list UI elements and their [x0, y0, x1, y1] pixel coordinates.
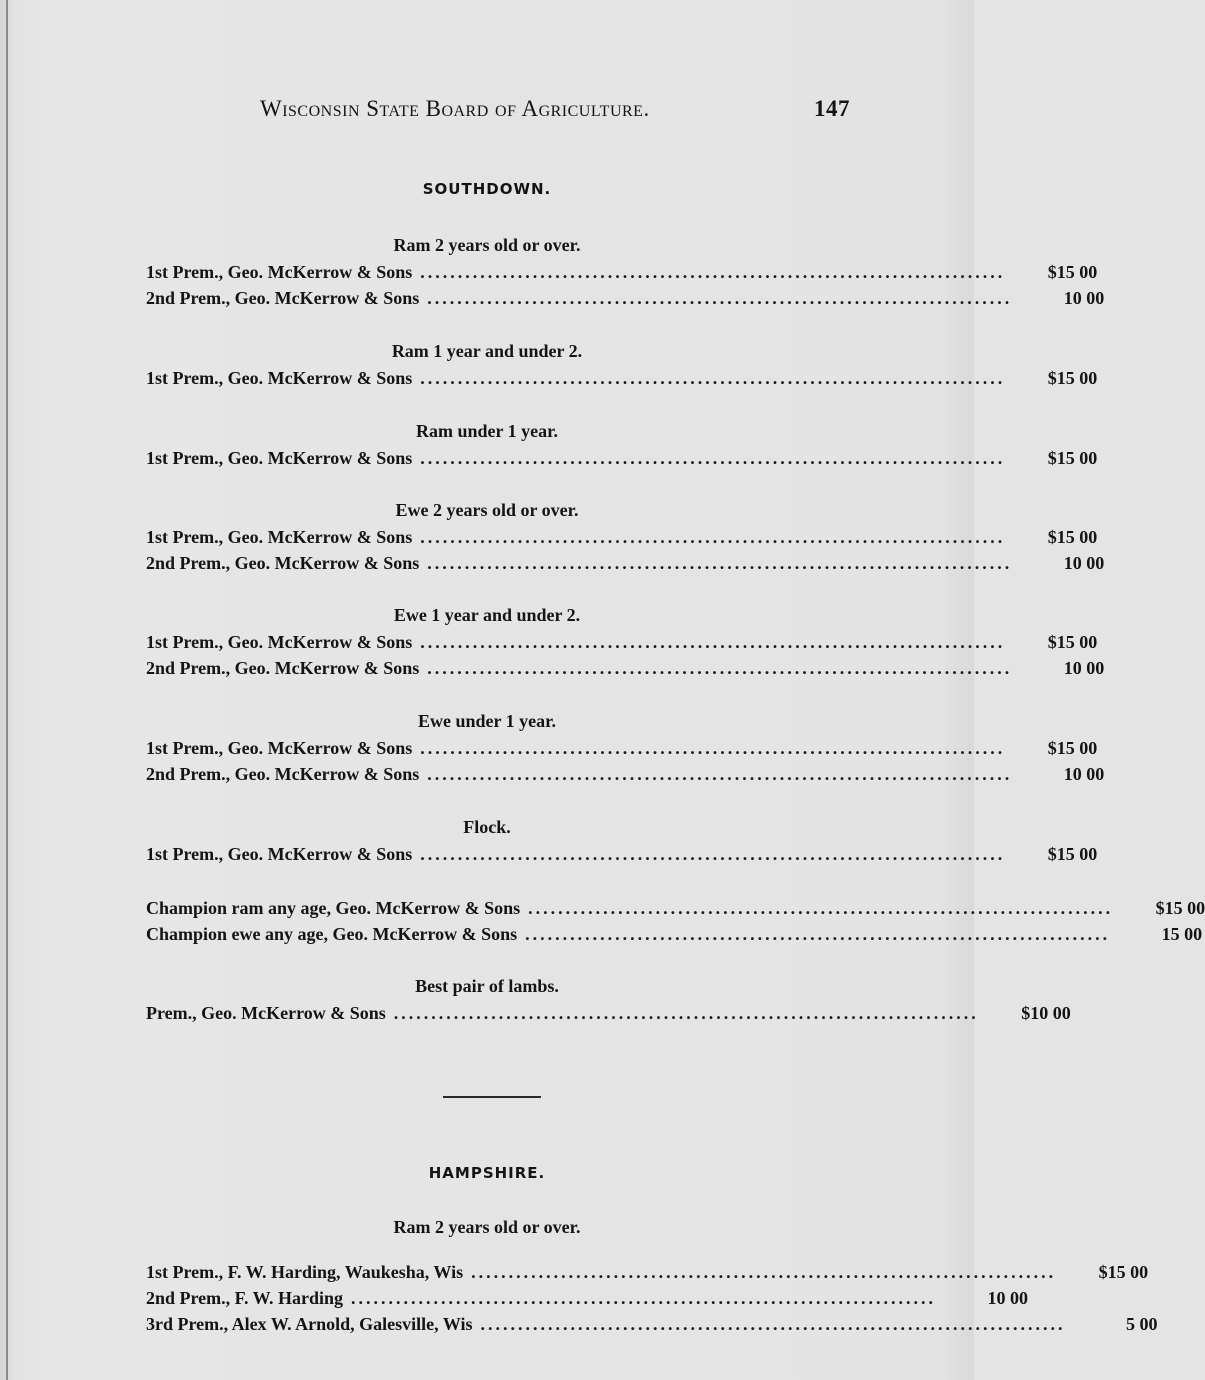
header-title: Wisconsin State Board of Agriculture.	[260, 96, 650, 121]
entry-amount: 15 00	[1161, 924, 1203, 944]
entry-text: 2nd Prem., Geo. McKerrow & Sons	[146, 553, 420, 573]
premium-entry	[146, 262, 1098, 286]
running-header	[260, 96, 850, 126]
entry-text: Champion ram any age, Geo. McKerrow & Sons	[146, 898, 521, 918]
premium-entry	[146, 1262, 1149, 1286]
leader-dots: ..............................................................................	[427, 288, 1013, 308]
entry-amount: $15 00	[1047, 738, 1098, 758]
leader-dots: ..............................................................................	[351, 1288, 937, 1308]
premium-entry	[146, 1288, 1029, 1312]
premium-entry	[146, 632, 1098, 656]
entry-text: 2nd Prem., Geo. McKerrow & Sons	[146, 658, 420, 678]
entry-amount: $15 00	[1047, 448, 1098, 468]
entry-text: 1st Prem., F. W. Harding, Waukesha, Wis	[146, 1262, 464, 1282]
champion-entry	[146, 924, 1203, 948]
entry-text: 2nd Prem., Geo. McKerrow & Sons	[146, 764, 420, 784]
leader-dots: ..............................................................................	[420, 368, 1006, 388]
entry-text: 3rd Prem., Alex W. Arnold, Galesville, Wis	[146, 1314, 473, 1334]
leader-dots: ..............................................................................	[420, 448, 1006, 468]
leader-dots: ..............................................................................	[393, 1003, 979, 1023]
class-title: Ewe 1 year and under 2.	[393, 605, 581, 625]
leader-dots: ..............................................................................	[480, 1314, 1066, 1334]
entry-text: 1st Prem., Geo. McKerrow & Sons	[146, 448, 413, 468]
entry-amount: $15 00	[1155, 898, 1205, 918]
champion-entry	[146, 898, 1205, 922]
leader-dots: ..............................................................................	[420, 632, 1006, 652]
class-title: Best pair of lambs.	[415, 976, 559, 996]
entry-amount: $15 00	[1047, 844, 1098, 864]
class-title: Ewe under 1 year.	[417, 711, 556, 731]
premium-entry	[146, 553, 1105, 577]
entry-amount: $15 00	[1098, 1262, 1149, 1282]
leader-dots: ..............................................................................	[427, 553, 1013, 573]
entry-amount: $15 00	[1047, 527, 1098, 547]
leader-dots: ..............................................................................	[427, 764, 1013, 784]
entry-text: Prem., Geo. McKerrow & Sons	[146, 1003, 386, 1023]
entry-text: 1st Prem., Geo. McKerrow & Sons	[146, 844, 413, 864]
premium-entry	[146, 1314, 1158, 1338]
entry-amount: 10 00	[1063, 553, 1105, 573]
entry-text: 1st Prem., Geo. McKerrow & Sons	[146, 632, 413, 652]
entry-text: 1st Prem., Geo. McKerrow & Sons	[146, 262, 413, 282]
entry-amount: $15 00	[1047, 262, 1098, 282]
class-title: Ram 2 years old or over.	[393, 235, 581, 255]
leader-dots: ..............................................................................	[420, 527, 1006, 547]
class-title: Ewe 2 years old or over.	[395, 500, 579, 520]
entry-amount: 10 00	[1063, 658, 1105, 678]
page-number: 147	[814, 96, 850, 121]
entry-amount: $15 00	[1047, 368, 1098, 388]
premium-entry	[146, 844, 1098, 868]
section-heading-southdown: SOUTHDOWN.	[422, 180, 552, 198]
entry-amount: $10 00	[1021, 1003, 1071, 1023]
premium-entry	[146, 368, 1098, 392]
entry-text: 2nd Prem., Geo. McKerrow & Sons	[146, 288, 420, 308]
leader-dots: ..............................................................................	[471, 1262, 1057, 1282]
premium-entry	[146, 288, 1105, 312]
leader-dots: ..............................................................................	[525, 924, 1111, 944]
entry-amount: 10 00	[1063, 288, 1105, 308]
entry-amount: 10 00	[987, 1288, 1029, 1308]
premium-entry	[146, 1003, 1071, 1027]
entry-text: 1st Prem., Geo. McKerrow & Sons	[146, 527, 413, 547]
premium-entry	[146, 448, 1098, 472]
entry-text: 1st Prem., Geo. McKerrow & Sons	[146, 368, 413, 388]
entry-text: Champion ewe any age, Geo. McKerrow & Sons	[146, 924, 518, 944]
leader-dots: ..............................................................................	[420, 844, 1006, 864]
premium-entry	[146, 658, 1105, 682]
section-heading-hampshire: HAMPSHIRE.	[428, 1164, 546, 1182]
leader-dots: ..............................................................................	[427, 658, 1013, 678]
section-divider	[443, 1096, 541, 1098]
premium-entry	[146, 527, 1098, 551]
premium-entry	[146, 764, 1105, 788]
premium-entry	[146, 738, 1098, 762]
class-title: Ram 1 year and under 2.	[391, 341, 583, 361]
class-title: Flock.	[463, 817, 511, 837]
class-title: Ram 2 years old or over.	[393, 1217, 581, 1237]
entry-text: 1st Prem., Geo. McKerrow & Sons	[146, 738, 413, 758]
entry-amount: $15 00	[1047, 632, 1098, 652]
class-title: Ram under 1 year.	[415, 421, 558, 441]
entry-text: 2nd Prem., F. W. Harding	[146, 1288, 344, 1308]
leader-dots: ..............................................................................	[420, 262, 1006, 282]
leader-dots: ..............................................................................	[528, 898, 1114, 918]
entry-amount: 5 00	[1126, 1314, 1158, 1334]
entry-amount: 10 00	[1063, 764, 1105, 784]
leader-dots: ..............................................................................	[420, 738, 1006, 758]
